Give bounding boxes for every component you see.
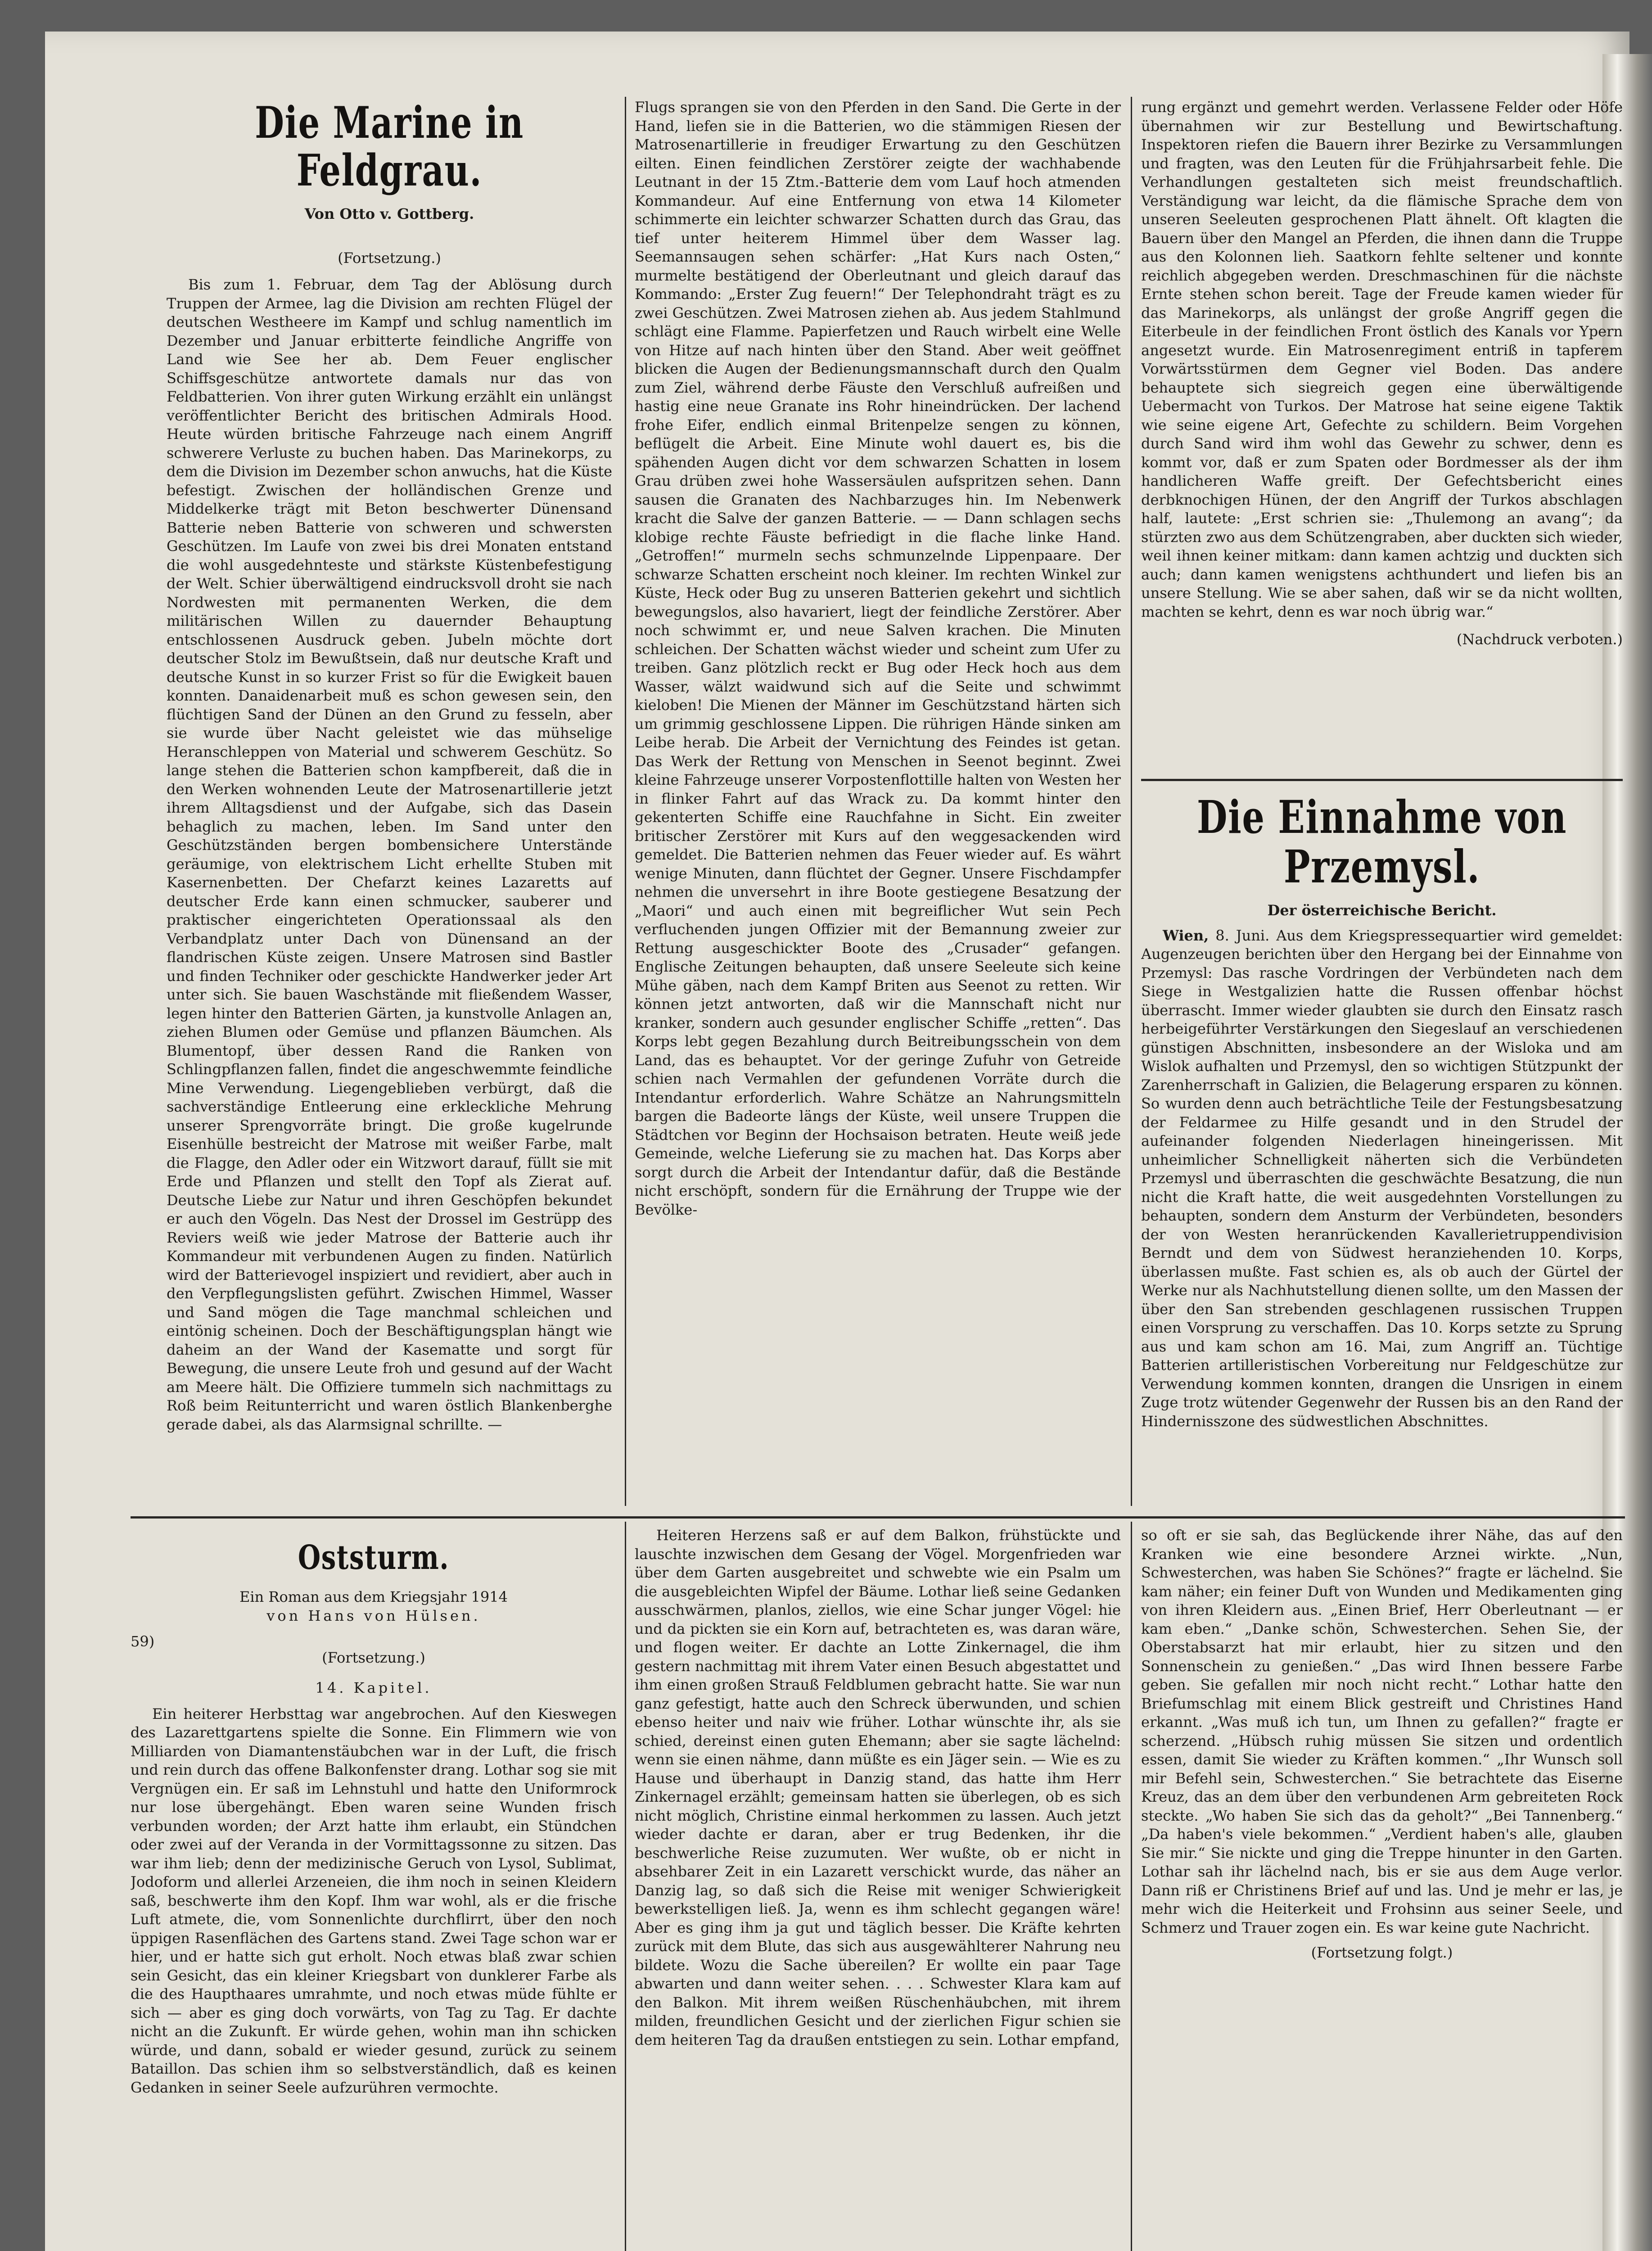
article2-block — [1141, 788, 1623, 1504]
article3-body-col2: Heiteren Herzens saß er auf dem Balkon, frühstückte und lauschte inzwischen dem Gesang der Vögel. Morgenfrieden war über dem Garten ausgebreitet und schwebte wie ein Psalm um die ausgebleichten Wipfel der Bäume. Lothar ließ seine Gedanken ausschwärmen, planlos, ziellos, wie eine Schar junger Vögel: hie und da pickten sie ein Korn auf, betrachteten es, was daran wäre, und flogen weiter. Er dachte an Lotte Zinkernagel, die ihm gestern nachmittag mit ihrem Vater einen Besuch abgestattet und ihm einen großen Strauß Feldblumen gebracht hatte. Sie war nun ganz gefestigt, hatte auch den Schreck überwunden, und schien ebenso heiter und naiv wie früher. Lothar wünschte ihr, als sie schied, dereinst einen guten Ehemann; aber sie sagte lächelnd: wenn sie einen nähme, dann müßte es ein Jäger sein. — Wie es zu Hause und überhaupt in Danzig stand, das hatte ihm Herr Zinkernagel erzählt; gemeinsam hatten sie überlegen, ob es sich nicht möglich, Christine einmal herkommen zu lassen. Auch jetzt wieder dachte er daran, aber er trug Bedenken, ihr die beschwerliche Reise zuzumuten. Wer wußte, ob er nicht in absehbarer Zeit in ein Lazarett verschickt wurde, das näher an Danzig lag, so daß sich die Reise mit weniger Schwierigkeit bewerkstelligen ließ. Ja, wenn es ihm schlecht gegangen wäre! Aber es ging ihm ja gut und täglich besser. Die Kräfte kehrten zurück mit dem Blute, das sich aus ausgewählterer Nahrung neu bildete. Wozu die Sache übereilen? Er wollte ein paar Tage abwarten und dann weiter sehen. . . . Schwester Klara kam auf den Balkon. Mit ihrem weißen Rüschenhäubchen, mit ihrem milden, freundlichen Gesicht und der zierlichen Figur schien sie dem heiteren Tag da draußen entstiegen zu sein. Lothar empfand, — [635, 1527, 1121, 2048]
article1-column-3 — [1141, 98, 1623, 773]
article1-body-col2: Flugs sprangen sie von den Pferden in den Sand. Die Gerte in der Hand, liefen sie in die Batterien, wo die stämmigen Riesen der Matrosenartillerie in freudiger Erwartung zu den Geschützen eilten. Einen feindlichen Zerstörer zeigte der wachhabende Leutnant in der 15 Ztm.-Batterie dem vom Lauf hoch atmenden Kommandeur. Auf eine Entfernung von etwa 14 Kilometer schimmerte ein leichter schwarzer Schatten durch das Grau, das tief unter heiterem Himmel über dem Wasser lag. Seemannsaugen sehen schärfer: „Hat Kurs nach Osten,“ murmelte bestätigend der Oberleutnant und gleich darauf das Kommando: „Erster Zug feuern!“ Der Telephondraht trägt es zu zwei Geschützen. Zwei Matrosen ziehen ab. Aus jedem Stahlmund schlägt eine Flamme. Papierfetzen und Rauch wirbelt eine Welle von Hitze auf nach hinten über den Stand. Aber weit geöffnet blicken die Augen der Bedienungsmannschaft durch den Qualm zum Ziel, während derbe Fäuste den Verschluß aufreißen und hastig eine neue Granate ins Rohr hineindrücken. Der lachend frohe Eifer, endlich einmal Britenpelze sengen zu können, beflügelt die Arbeit. Eine Minute wohl dauert es, bis die spähenden Augen dicht vor dem schwarzen Schatten in losem Grau drüben zwei hohe Wassersäulen aufspritzen sehen. Dann sausen die Granaten des Nachbarzuges hin. Im Nebenwerk kracht die Salve der ganzen Batterie. — — Dann schlagen sechs klobige rechte Fäuste befriedigt in die flache linke Hand. „Getroffen!“ murmeln sechs schmunzelnde Lippenpaare. Der schwarze Schatten erscheint noch kleiner. Im rechten Winkel zur Küste, Heck oder Bug zu unseren Batterien gekehrt und sichtlich bewegungslos, also havariert, liegt der feindliche Zerstörer. Aber noch schwimmt er, und neue Salven krachen. Die Minuten schleichen. Der Schatten wächst wieder und scheint zum Ufer zu treiben. Ganz plötzlich reckt er Bug oder Heck hoch aus dem Wasser, wälzt waidwund sich auf die Seite und schwimmt kieloben! Die Mienen der Männer im Geschützstand härten sich um grimmig geschlossene Lippen. Die rührigen Hände sinken am Leibe herab. Die Arbeit der Vernichtung des Feindes ist getan. Das Werk der Rettung von Menschen in Seenot beginnt. Zwei kleine Fahrzeuge unserer Vorpostenflottille halten von Westen her in flinker Fahrt auf das Wrack zu. Da kommt hinter den gekenterten Schiffe eine Rauchfahne in Sicht. Ein zweiter britischer Zerstörer mit Kurs auf den weggesackenden wird gemeldet. Die Batterien nehmen das Feuer wieder auf. Es währt wenige Minuten, dann flüchtet der Gegner. Unsere Fischdampfer nehmen die unversehrt in ihre Boote gestiegene Besatzung der „Maori“ und auch einen mit begreiflicher Wut sein Pech verfluchenden jungen Offizier mit der Bemannung zweier zur Rettung ausgeschickter Boote des „Crusader“ gefangen. Englische Zeitungen behaupten, daß unsere Seeleute sich keine Mühe gäben, nach dem Kampf Briten aus Seenot zu retten. Wir können jetzt antworten, daß wir die Mannschaft nicht nur kranker, sondern auch gesunder englischer Schiffe „retten“. Das Korps lebt gegen Bezahlung durch Beitreibungsschein von dem Land, das es behauptet. Vor der geringe Zufuhr von Getreide schien nach Vermahlen der gefundenen Vorräte durch die Intendantur erforderlich. Wahre Schätze an Nahrungsmitteln bargen die Badeorte längs der Küste, weil unsere Truppen die Städtchen vor Beginn der Hochsaison betraten. Heute weiß jede Gemeinde, welche Lieferung sie zu machen hat. Das Korps aber sorgt durch die Arbeit der Intendantur dafür, daß die Bestände nicht erschöpft, sondern für die Ernährung der Truppe wie der Bevölke- — [635, 99, 1121, 1218]
column-divider — [1131, 97, 1132, 1506]
article3-column-3 — [1141, 1526, 1623, 2251]
article3-subtitle-line1: Ein Roman aus dem Kriegsjahr 1914 — [239, 1588, 508, 1606]
article1-body-col3: rung ergänzt und gemehrt werden. Verlassene Felder oder Höfe übernahmen wir zur Bestellung und Bewirtschaftung. Inspektoren riefen die Bauern ihrer Bezirke zu Versammlungen und fragten, was den Leuten für die Frühjahrsarbeit fehle. Die Verhandlungen gestalteten sich meist freundschaftlich. Verständigung war leicht, da die flämische Sprache dem von unseren Seeleuten gesprochenen Platt ähnelt. Oft klagten die Bauern über den Mangel an Pferden, die ihnen dann die Truppe aus den Kolonnen lieh. Saatkorn fehlte seltener und konnte reichlich abgegeben werden. Dreschmaschinen für die nächste Ernte stehen schon bereit. Tage der Freude kamen wieder für das Marinekorps, als unlängst der große Angriff gegen die Eiterbeule in der feindlichen Front östlich des Kanals vor Ypern angesetzt wurde. Ein Matrosenregiment entriß in tapferem Vorwärtsstürmen dem Gegner viel Boden. Das andere behauptete sich siegreich gegen eine überwältigende Uebermacht von Turkos. Der Matrose hat seine eigene Taktik wie seine eigene Art, Gefechte zu schildern. Beim Vorgehen durch Sand wird ihm wohl das Gewehr zu schwer, denn es kommt vor, daß er zum Spaten oder Bordmesser als der ihm handlicheren Waffe greift. Der Gefechtsbericht eines derbknochigen Hünen, der den Angriff der Turkos abschlagen half, lautete: „Erst schrien sie: „Thulemong an avang“; da stürzten zwo aus dem Schützengraben, aber duckten sich wieder, weil ihnen keiner mitkam: dann kamen achtzig und duckten sich auch; dann kamen wenigstens achthundert und liefen bis an unsere Stellung. Wie se aber sahen, daß wir se da nicht wollten, machten se kehrt, denn es war noch übrig war.“ — [1141, 99, 1623, 620]
article2-text: 8. Juni. Aus dem Kriegspressequartier wird gemeldet: Augenzeugen berichten über den Hergang bei der Einnahme von Przemysl: Das rasche Vordringen der Verbündeten nach dem Siege in Westgalizien hatte die Russen offenbar höchst überrascht. Immer wieder glaubten sie durch den Einsatz rasch herbeigeführter Verstärkungen den Siegeslauf an verschiedenen günstigen Abschnitten, insbesondere an der Wisloka und am Wislok aufhalten und Przemysl, den so wichtigen Stützpunkt der Zarenherrschaft in Galizien, die Belagerung ersparen zu können. So wurden denn auch beträchtliche Teile der Festungsbesatzung der Feldarmee zu Hilfe gesandt und in den Strudel der aufeinander folgenden Niederlagen hineingerissen. Mit unheimlicher Schnelligkeit näherten sich die Verbündeten Przemysl und überraschten die geschwächte Besatzung, die nun nicht die Kraft hatte, die weit ausgedehnten Vorstellungen zu behaupten, sondern dem Ansturm der Verbündeten, besonders der von Westen heranrückenden Kavallerietruppendivision Berndt und dem von Südwest heranziehenden 10. Korps, überlassen mußte. Fast schien es, als ob auch der Gürtel der Werke nur als Nachhutstellung dienen sollte, um den Massen der über den San strebenden geschlagenen russischen Truppen einen Vorsprung zu verschaffen. Das 10. Korps setzte zu Sprung aus und kam schon am 16. Mai, zum Angriff an. Tüchtige Batterien artilleristischen Vorbereitung nur Feldgeschütze zur Verwendung kommen konnten, drangen die Unsrigen in einem Zuge trotz wütender Gegenwehr der Russen bis an den Rand der Hindernisszone des südwestlichen Abschnittes. — [1141, 927, 1623, 1430]
article1-title: Die Marine in Feldgrau. — [255, 99, 524, 196]
column-divider — [625, 97, 626, 1506]
article3-chapter: 14. Kapitel. — [315, 1679, 432, 1697]
article1-continuation: (Fortsetzung.) — [338, 249, 441, 267]
article1-byline: Von Otto v. Gottberg. — [304, 205, 474, 223]
article2-dateline: Wien, — [1163, 927, 1209, 944]
article3-body-col1: Ein heiterer Herbsttag war angebrochen. Auf den Kieswegen des Lazarettgartens spielte die Sonne. Ein Flimmern wie von Milliarden von Diamantenstäubchen war in der Luft, die frisch und rein durch das offene Balkonfenster drang. Lothar sog sie mit Vergnügen ein. Er saß im Lehnstuhl und hatte den Uniformrock nur lose übergehängt. Eben waren seine Wunden frisch verbunden worden; der Arzt hatte ihm erlaubt, ein Stündchen oder zwei auf der Veranda in der Vormittagssonne zu sitzen. Das war ihm lieb; denn der medizinische Geruch von Lysol, Sublimat, Jodoform und allerlei Arzeneien, die ihm noch in seinen Kleidern saß, beschwerte ihm den Kopf. Ihm war wohl, als er die frische Luft atmete, die, vom Sonnenlichte durchflirrt, über den noch üppigen Rasenflächen des Gartens stand. Zwei Tage schon war er hier, und er hatte sich gut erholt. Noch etwas blaß zwar schien sein Gesicht, das ein kleiner Kriegsbart von dunklerer Farbe als die des Haupthaares umrahmte, und noch etwas müde fühlte er sich — aber es ging doch vorwärts, von Tag zu Tag. Er dachte nicht an die Zukunft. Er würde gehen, wohin man ihn schicken würde, und dann, sobald er wieder gesund, zurück zu seinem Bataillon. Das schien ihm so selbstverständlich, daß es keinen Gedanken in seiner Seele aufzurühren vermochte. — [131, 1705, 617, 2096]
article3-subtitle-line2: von Hans von Hülsen. — [266, 1607, 481, 1624]
section-separator — [131, 1516, 1625, 1519]
article1-reprint-note: (Nachdruck verboten.) — [1456, 631, 1623, 648]
article3-column-1 — [131, 1531, 617, 2251]
article-separator — [1141, 779, 1623, 781]
article1-column-2 — [635, 98, 1121, 1504]
article1-column-1 — [167, 99, 612, 1504]
article2-subtitle: Der österreichische Bericht. — [1267, 902, 1497, 919]
article1-body-col1: Bis zum 1. Februar, dem Tag der Ablösung durch Truppen der Armee, lag die Division am rechten Flügel der deutschen Westheere im Kampf und schlug namentlich im Dezember und Januar erbitterte feindliche Angriffe von Land wie See her ab. Dem Feuer englischer Schiffsgeschütze antwortete damals nur das von Feldbatterien. Von ihrer guten Wirkung erzählt ein unlängst veröffentlichter Bericht des britischen Admirals Hood. Heute würden britische Fahrzeuge nach einem Angriff schwerere Verluste zu buchen haben. Das Marinekorps, zu dem die Division im Dezember schon anwuchs, hat die Küste befestigt. Zwischen der holländischen Grenze und Middelkerke trägt mit Beton beschwerter Dünensand Batterie neben Batterie von schweren und schwersten Geschützen. Im Laufe von zwei bis drei Monaten entstand die wohl ausgedehnteste und stärkste Küstenbefestigung der Welt. Schier überwältigend eindrucksvoll droht sie nach Nordwesten mit permanenten Werken, die dem militärischen Willen zu dauernder Behauptung entschlossenen Ausdruck geben. Jubeln möchte dort deutscher Stolz im Bewußtsein, daß nur deutsche Kraft und deutsche Kunst in so kurzer Frist so für die Ewigkeit bauen konnten. Danaidenarbeit muß es schon gewesen sein, den flüchtigen Sand der Dünen an den Grund zu fesseln, aber sie wurde über Nacht geleistet wie das mühselige Heranschleppen von Material und schwerem Geschütz. So lange stehen die Batterien schon kampfbereit, daß die in den Werken wohnenden Leute der Matrosenartillerie jetzt ihrem Alltagsdienst und der Aufgabe, sich das Dasein behaglich zu machen, leben. Im Sand unter den Geschützständen bergen bombensichere Unterstände geräumige, von elektrischem Licht erhellte Stuben mit Kasernenbetten. Der Chefarzt keines Lazaretts auf deutscher Erde kann einen schmucker, sauberer und praktischer eingerichteten Operationssaal als den Verbandplatz unter Dach von Dünensand an der flandrischen Küste zeigen. Unsere Matrosen sind Bastler und finden Techniker oder geschickte Handwerker jeder Art unter sich. Sie bauen Waschstände mit fließendem Wasser, legen hinter den Batterien Gärten, ja kunstvolle Anlagen an, ziehen Blumen oder Gemüse und pflanzen Bäumchen. Als Blumentopf, über dessen Rand die Ranken von Schlingpflanzen fallen, findet die angeschwemmte feindliche Mine Verwendung. Liegengeblieben verbürgt, daß die sachverständige Entleerung eine erkleckliche Mehrung unserer Sprengvorräte bringt. Die große kugelrunde Eisenhülle bestreicht der Matrose mit weißer Farbe, malt die Flagge, den Adler oder ein Witzwort darauf, füllt sie mit Erde und Pflanzen und stellt den Topf als Zierat auf. Deutsche Liebe zur Natur und ihren Geschöpfen bekundet er auch den Vögeln. Das Nest der Drossel im Gestrüpp des Reviers weiß wie jeder Matrose der Batterie auch ihr Kommandeur mit verbundenen Augen zu finden. Natürlich wird der Batterievogel inspiziert und revidiert, aber auch in den Verpflegungslisten geführt. Zwischen Himmel, Wasser und Sand mögen die Tage manchmal schleichen und eintönig scheinen. Doch der Beschäftigungsplan hängt wie daheim an der Wand der Kasematte und sorgt für Bewegung, die unsere Leute froh und gesund auf der Wacht am Meere hält. Die Offiziere tummeln sich nachmittags zu Roß beim Reitunterricht und waren östlich Blankenberghe gerade dabei, als das Alarmsignal schrillte. — — [167, 276, 612, 1433]
article2-title: Die Einnahme von Przemysl. — [1196, 791, 1567, 893]
column-divider — [1131, 1522, 1132, 2251]
article3-episode: 59) — [131, 1633, 155, 1650]
article3-body-col3: so oft er sie sah, das Beglückende ihrer Nähe, das auf den Kranken wie eine besondere Arznei wirkte. „Nun, Schwesterchen, was haben Sie Schönes?“ fragte er lächelnd. Sie kam näher; ein feiner Duft von Wunden und Medikamenten ging von ihren Kleidern aus. „Einen Brief, Herr Oberleutnant — er kam eben.“ „Danke schön, Schwesterchen. Sehen Sie, der Oberstabsarzt hat mir erlaubt, hier zu sitzen und den Sonnenschein zu genießen.“ „Das wird Ihnen bessere Farbe geben. Sie gefallen mir noch nicht recht.“ Lothar hatte den Briefumschlag mit einem Blick gestreift und Christines Hand erkannt. „Was muß ich tun, um Ihnen zu gefallen?“ fragte er scherzend. „Hübsch ruhig müssen Sie sitzen und ordentlich essen, damit Sie wieder zu Kräften kommen.“ „Ihr Wunsch soll mir Befehl sein, Schwesterchen.“ Sie betrachtete das Eiserne Kreuz, das an dem über den verbundenen Arm gebreiteten Rock steckte. „Wo haben Sie sich das da geholt?“ „Bei Tannenberg.“ „Da haben's viele bekommen.“ „Verdient haben's alle, glauben Sie mir.“ Sie nickte und ging die Treppe hinunter in den Garten. Lothar sah ihr lächelnd nach, bis er sie aus dem Auge verlor. Dann riß er Christinens Brief auf und las. Und je mehr er las, je mehr wich die Heiterkeit und Frohsinn aus seiner Seele, und Schmerz und Trauer zogen ein. Es war keine gute Nachricht. — [1141, 1527, 1623, 1936]
article3-column-2 — [635, 1526, 1121, 2251]
column-divider — [625, 1522, 626, 2251]
article2-body — [1141, 927, 1623, 1431]
article3-title: Oststurm. — [298, 1538, 450, 1577]
article3-continuation: (Fortsetzung.) — [322, 1649, 425, 1666]
article3-end-note: (Fortsetzung folgt.) — [1311, 1944, 1453, 1961]
